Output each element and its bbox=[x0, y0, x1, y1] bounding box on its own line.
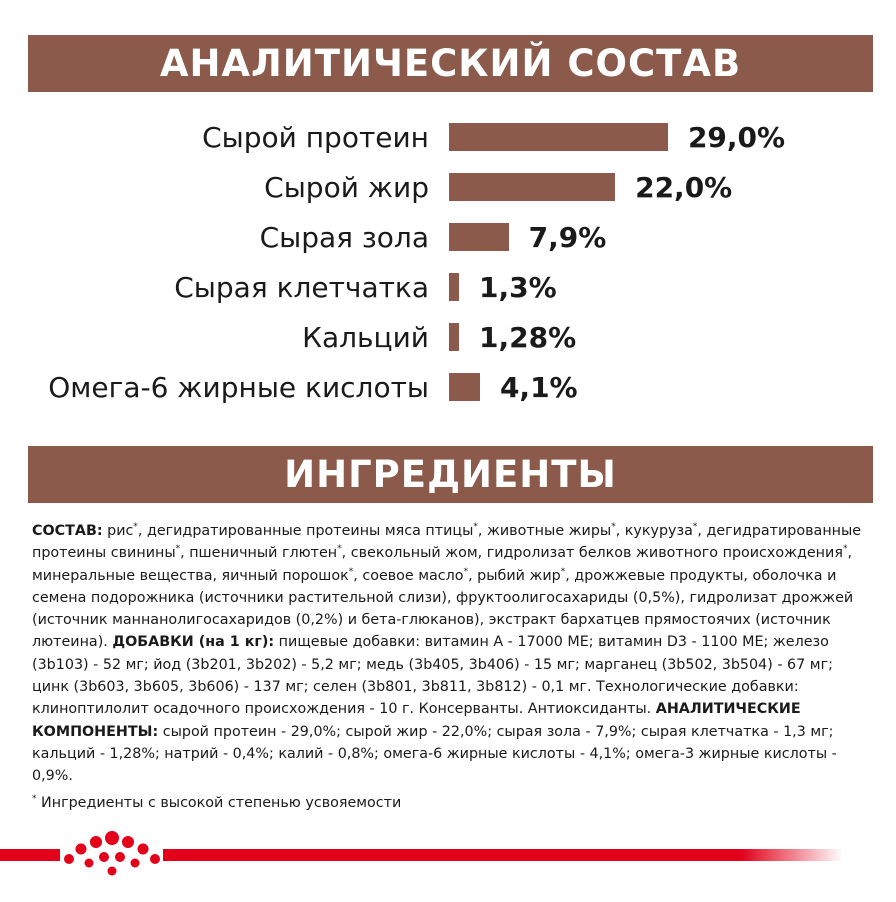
chart-row bbox=[0, 368, 896, 408]
ingredient-segment: , кукуруза bbox=[615, 523, 693, 539]
ingredients-header-text: ИНГРЕДИЕНТЫ bbox=[284, 453, 617, 496]
additives-label: ДОБАВКИ (на 1 кг): bbox=[112, 634, 275, 651]
asterisk-mark: * bbox=[337, 544, 342, 555]
footnote bbox=[32, 792, 401, 814]
chart-row bbox=[0, 118, 896, 158]
chart-category-label: Сырой протеин bbox=[202, 121, 429, 154]
brand-red-line-right bbox=[163, 849, 843, 861]
analytical-components-label: АНАЛИТИЧЕСКИЕ КОМПОНЕНТЫ: bbox=[32, 701, 801, 740]
ingredients-header bbox=[28, 446, 873, 503]
asterisk-mark: * bbox=[133, 522, 138, 533]
chart-row bbox=[0, 268, 896, 308]
chart-bar bbox=[449, 123, 668, 151]
chart-value-label: 1,3% bbox=[479, 271, 557, 304]
ingredient-segment: , свекольный жом, гидролизат белков животного происхождения bbox=[341, 545, 843, 562]
ingredient-segment: , соевое масло bbox=[353, 567, 464, 584]
ingredient-segment: рис bbox=[102, 523, 134, 539]
asterisk-mark: * bbox=[842, 544, 848, 555]
chart-value-label: 22,0% bbox=[635, 171, 733, 204]
composition-label: СОСТАВ: bbox=[32, 523, 103, 539]
footnote-text: Ингредиенты с высокой степенью усвояемости bbox=[36, 795, 402, 811]
chart-category-label: Сырой жир bbox=[264, 171, 429, 204]
chart-category-label: Сырая клетчатка bbox=[174, 271, 429, 304]
asterisk-mark: * bbox=[560, 566, 566, 577]
ingredient-segment: , дрожжевые продукты, оболочка и семена подорожника (источники растительной слизи), фруктоолигосахариды (0,5%), гидролизат дрожжей (источник маннанолигосахаридов (0,2%) и бета-глюканов), экстракт бархатцев прямостоячих (источник лютеина). bbox=[32, 567, 854, 651]
chart-category-label: Сырая зола bbox=[259, 221, 429, 254]
chart-bar bbox=[449, 323, 459, 351]
ingredient-segment: , минеральные вещества, яичный порошок bbox=[32, 545, 852, 584]
chart-value-label: 29,0% bbox=[687, 121, 786, 154]
asterisk-mark: * bbox=[473, 522, 478, 533]
chart-bar bbox=[449, 273, 459, 301]
brand-red-line-left bbox=[0, 849, 60, 861]
chart-category-label: Омега-6 жирные кислоты bbox=[48, 371, 429, 404]
analytical-components-text: сырой протеин - 29,0%; сырой жир - 22,0%; сырая зола - 7,9%; сырая клетчатка - 1,3 мг; кальций - 1,28%; натрий - 0,4%; калий - 0,8%; омега-6 жирные кислоты - 4,1%; омега-3 жирные кислоты - 0,9%. bbox=[32, 723, 837, 785]
asterisk-mark: * bbox=[348, 566, 354, 577]
additives-text: пищевые добавки: витамин А - 17000 МЕ; витамин D3 - 1100 МЕ; железо (3b103) - 52 мг; йод (3b201, 3b202) - 5,2 мг; медь (3b405, 3b406) - 15 мг; марганец (3b502, 3b504) - 67 мг; цинк (3b603, 3b605, 3b606) - 137 мг; селен (3b801, 3b811, 3b812) - 0,1 мг. Технологические добавки: клиноптилолит осадочного происхождения - 10 г. Консерванты. Антиоксиданты. bbox=[32, 634, 833, 718]
asterisk-mark: * bbox=[175, 544, 181, 555]
chart-value-label: 1,28% bbox=[479, 321, 577, 354]
ingredient-segment: , дегидратированные протеины мяса птицы bbox=[137, 523, 474, 539]
chart-value-label: 4,1% bbox=[499, 371, 578, 404]
chart-bar bbox=[449, 373, 480, 401]
analysis-header-text: АНАЛИТИЧЕСКИЙ СОСТАВ bbox=[159, 42, 742, 85]
analysis-header bbox=[28, 35, 873, 92]
ingredient-segment: , пшеничный глютен bbox=[180, 545, 338, 562]
asterisk-mark: * bbox=[32, 794, 37, 805]
asterisk-mark: * bbox=[463, 566, 469, 577]
chart-category-label: Кальций bbox=[302, 321, 429, 354]
ingredients-text bbox=[32, 520, 872, 788]
chart-row bbox=[0, 218, 896, 258]
asterisk-mark: * bbox=[692, 522, 698, 533]
chart-row bbox=[0, 168, 896, 208]
chart-value-label: 7,9% bbox=[528, 221, 607, 254]
ingredient-segment: , животные жиры bbox=[477, 523, 612, 539]
asterisk-mark: * bbox=[611, 522, 616, 533]
chart-bar bbox=[449, 173, 615, 201]
chart-bar bbox=[449, 223, 509, 251]
ingredient-segment: , рыбий жир bbox=[468, 567, 561, 584]
ingredient-segment: , дегидратированные протеины свинины bbox=[32, 523, 862, 562]
royal-canin-crown-logo-icon bbox=[60, 826, 164, 886]
chart-row bbox=[0, 318, 896, 358]
